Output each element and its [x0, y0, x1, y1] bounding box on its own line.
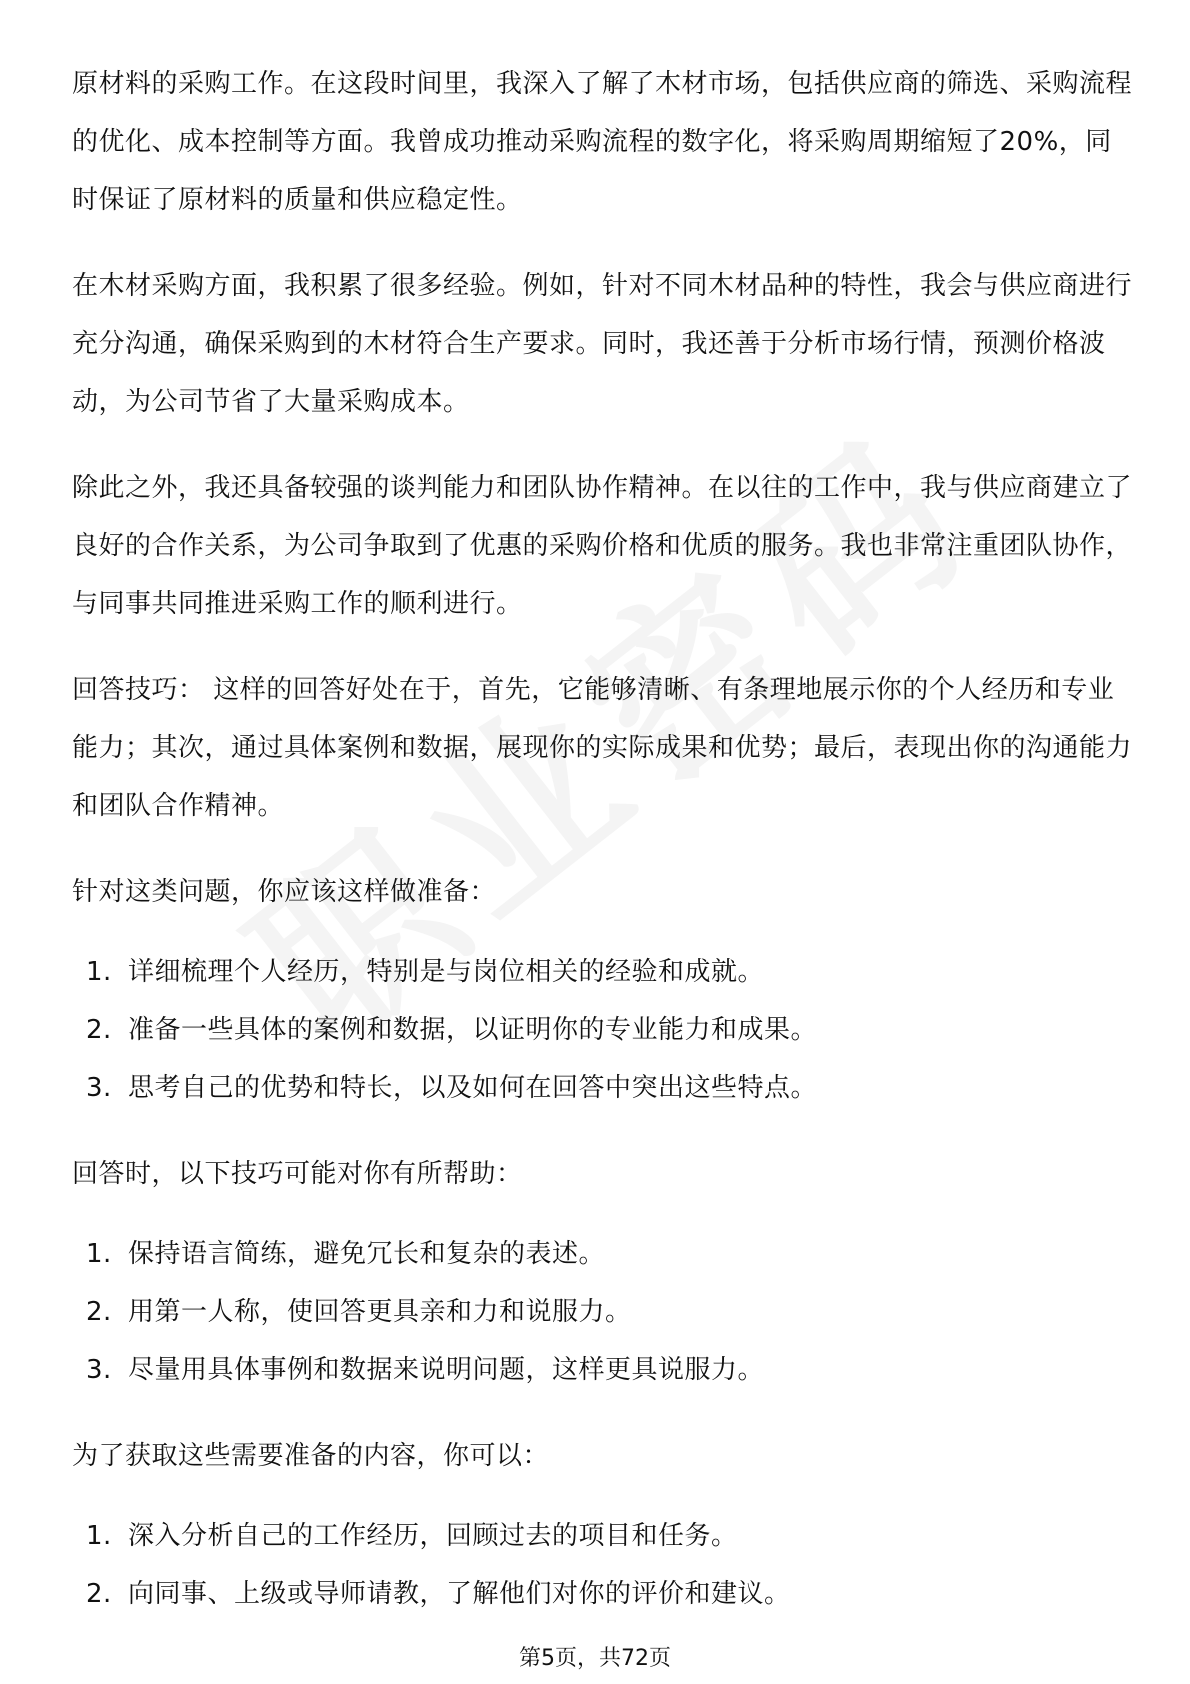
list-item-text: 尽量用具体事例和数据来说明问题，这样更具说服力。	[128, 1355, 765, 1385]
paragraph-gather-intro: 为了获取这些需要准备的内容，你可以：	[72, 1441, 550, 1471]
list-item-number: 2.	[86, 1015, 112, 1045]
list-item-text: 保持语言简练，避免冗长和复杂的表述。	[128, 1239, 606, 1269]
list-item	[72, 1341, 1132, 1399]
prep-list	[72, 943, 1132, 1117]
gather-list	[72, 1507, 1132, 1623]
list-item	[72, 1565, 1132, 1623]
list-item-number: 1.	[86, 1239, 112, 1269]
list-item-text: 用第一人称，使回答更具亲和力和说服力。	[128, 1297, 632, 1327]
list-item-text: 深入分析自己的工作经历，回顾过去的项目和任务。	[128, 1521, 738, 1551]
document-body	[72, 55, 1132, 1623]
list-item-text: 思考自己的优势和特长，以及如何在回答中突出这些特点。	[128, 1073, 818, 1103]
list-item-number: 2.	[86, 1297, 112, 1327]
paragraph-wood-procurement: 在木材采购方面，我积累了很多经验。例如，针对不同木材品种的特性，我会与供应商进行充分沟通，确保采购到的木材符合生产要求。同时，我还善于分析市场行情，预测价格波动，为公司节省了大量采购成本。	[72, 271, 1133, 417]
list-item-number: 1.	[86, 1521, 112, 1551]
list-item-number: 3.	[86, 1355, 112, 1385]
paragraph-answer-tips: 回答技巧： 这样的回答好处在于，首先，它能够清晰、有条理地展示你的个人经历和专业能力；其次，通过具体案例和数据，展现你的实际成果和优势；最后，表现出你的沟通能力和团队合作精神。	[72, 675, 1133, 821]
list-item	[72, 1059, 1132, 1117]
list-item-text: 详细梳理个人经历，特别是与岗位相关的经验和成就。	[128, 957, 765, 987]
list-item-number: 2.	[86, 1579, 112, 1609]
tips-list	[72, 1225, 1132, 1399]
page-number: 第5页，共72页	[519, 1646, 671, 1671]
paragraph-prep-intro: 针对这类问题，你应该这样做准备：	[72, 877, 497, 907]
paragraph-procurement-experience: 原材料的采购工作。在这段时间里，我深入了解了木材市场，包括供应商的筛选、采购流程的优化、成本控制等方面。我曾成功推动采购流程的数字化，将采购周期缩短了20%，同时保证了原材料的质量和供应稳定性。	[72, 69, 1133, 215]
list-item-number: 3.	[86, 1073, 112, 1103]
list-item	[72, 1283, 1132, 1341]
list-item	[72, 1507, 1132, 1565]
list-item	[72, 1225, 1132, 1283]
list-item-number: 1.	[86, 957, 112, 987]
list-item	[72, 1001, 1132, 1059]
list-item-text: 准备一些具体的案例和数据，以证明你的专业能力和成果。	[128, 1015, 818, 1045]
list-item-text: 向同事、上级或导师请教，了解他们对你的评价和建议。	[128, 1579, 791, 1609]
list-item	[72, 943, 1132, 1001]
paragraph-negotiation-teamwork: 除此之外，我还具备较强的谈判能力和团队协作精神。在以往的工作中，我与供应商建立了良好的合作关系，为公司争取到了优惠的采购价格和优质的服务。我也非常注重团队协作，与同事共同推进采购工作的顺利进行。	[72, 473, 1133, 619]
paragraph-tips-intro: 回答时，以下技巧可能对你有所帮助：	[72, 1159, 523, 1189]
